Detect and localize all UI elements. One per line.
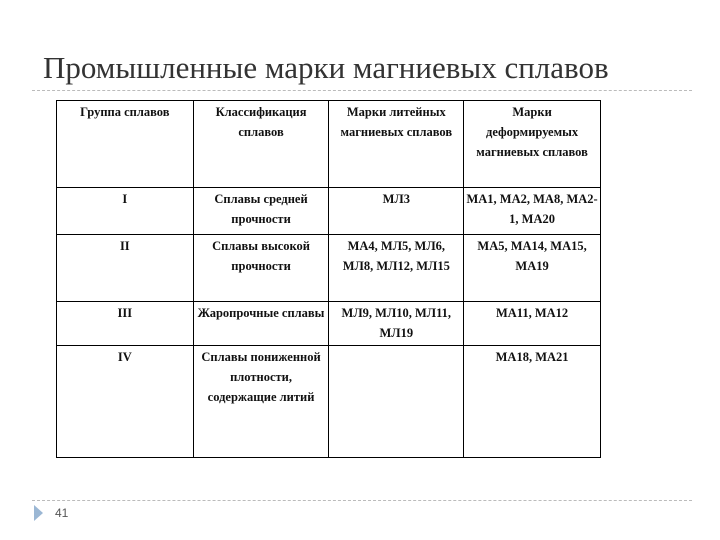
header-cell: Марки литейных магниевых сплавов bbox=[329, 101, 464, 188]
table-cell bbox=[329, 346, 464, 458]
table-cell: Жаропрочные сплавы bbox=[193, 302, 329, 346]
triangle-bullet-icon bbox=[34, 505, 43, 521]
table-cell: III bbox=[57, 302, 194, 346]
table-cell: МА4, МЛ5, МЛ6, МЛ8, МЛ12, МЛ15 bbox=[329, 235, 464, 302]
table-cell: МА5, МА14, МА15, МА19 bbox=[464, 235, 601, 302]
table-cell: МА1, МА2, МА8, МА2-1, МА20 bbox=[464, 188, 601, 235]
footer-divider bbox=[32, 500, 692, 501]
header-cell: Классификация сплавов bbox=[193, 101, 329, 188]
table-cell: МА18, МА21 bbox=[464, 346, 601, 458]
table-cell: Сплавы пониженной плотности, содержащие литий bbox=[193, 346, 329, 458]
header-cell: Марки деформируемых магниевых сплавов bbox=[464, 101, 601, 188]
table-cell: МЛ9, МЛ10, МЛ11, МЛ19 bbox=[329, 302, 464, 346]
table-cell: Сплавы средней прочности bbox=[193, 188, 329, 235]
table-row bbox=[57, 302, 601, 346]
table-row bbox=[57, 346, 601, 458]
table-cell: I bbox=[57, 188, 194, 235]
table-cell: МЛ3 bbox=[329, 188, 464, 235]
table-cell: Сплавы высокой прочности bbox=[193, 235, 329, 302]
page-number: 41 bbox=[55, 506, 69, 520]
table-row bbox=[57, 188, 601, 235]
table-row bbox=[57, 235, 601, 302]
table-cell: IV bbox=[57, 346, 194, 458]
table-cell: II bbox=[57, 235, 194, 302]
header-cell: Группа сплавов bbox=[57, 101, 194, 188]
slide-title: Промышленные марки магниевых сплавов bbox=[43, 50, 609, 85]
title-divider bbox=[32, 90, 692, 91]
alloy-table bbox=[56, 100, 601, 458]
table-cell: МА11, МА12 bbox=[464, 302, 601, 346]
table-header-row bbox=[57, 101, 601, 188]
